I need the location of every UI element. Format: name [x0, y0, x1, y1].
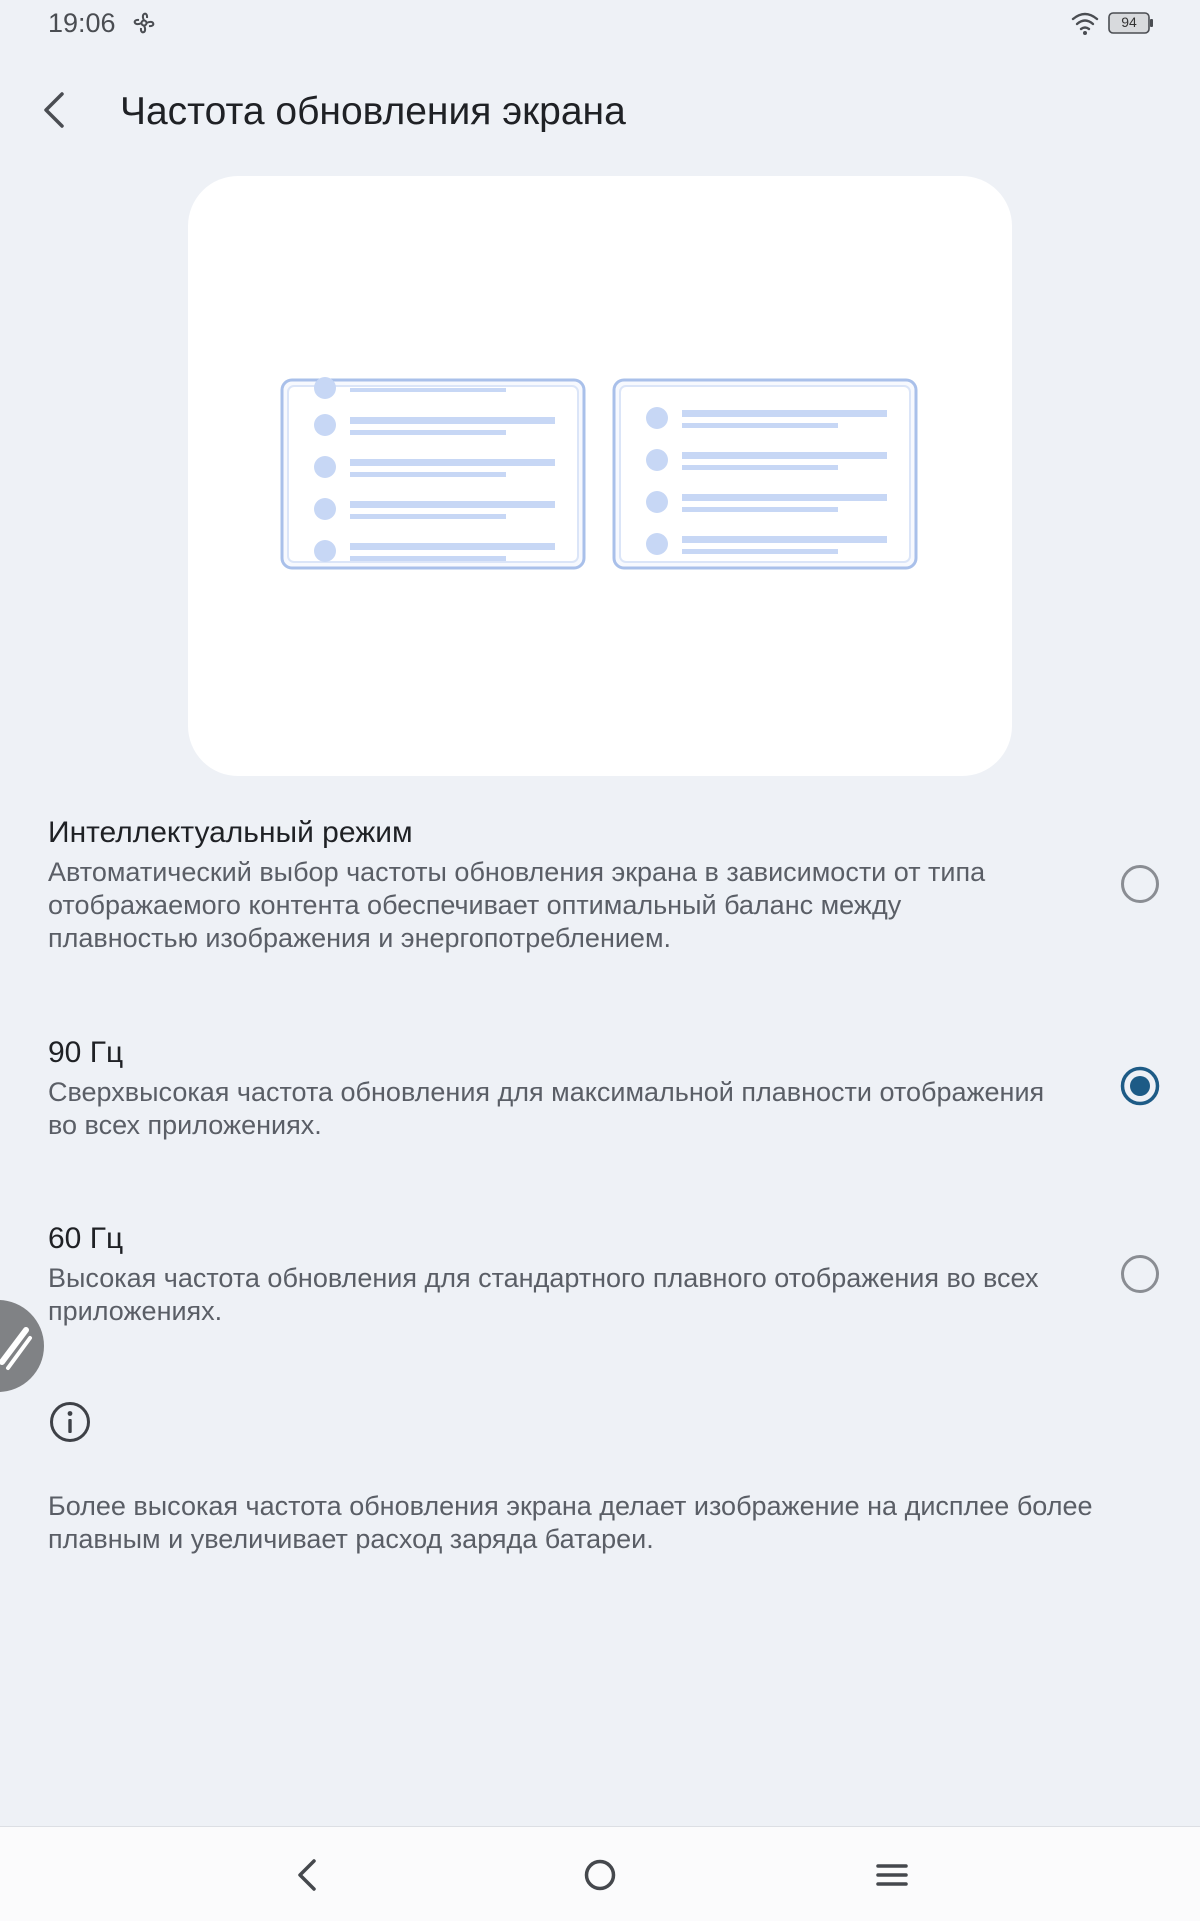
option-description: Высокая частота обновления для стандартного плавного отображения во всех приложениях. [48, 1263, 1039, 1326]
preview-screen-right [614, 380, 916, 568]
option-title: 60 Гц [48, 1222, 124, 1255]
info-icon [48, 1400, 92, 1444]
battery-level: 94 [1121, 14, 1137, 30]
info-text: Более высокая частота обновления экрана делает изображение на дисплее более плавным и увеличивает расход заряда батареи. [48, 1491, 1093, 1554]
preview-screen-left [282, 377, 584, 568]
option-title: 90 Гц [48, 1036, 124, 1069]
navigation-bar [0, 1826, 1200, 1921]
preview-illustration [188, 176, 1012, 776]
radio-button-unchecked[interactable] [1120, 864, 1160, 904]
status-time: 19:06 [48, 8, 116, 38]
home-nav-icon[interactable] [572, 1847, 628, 1903]
option-90hz[interactable] [48, 1034, 1178, 1142]
option-intelligent-mode[interactable] [48, 814, 1178, 955]
option-60hz[interactable] [48, 1220, 1178, 1328]
preview-graphic [188, 176, 1012, 776]
chevron-left-icon[interactable] [34, 88, 78, 132]
pencil-icon [0, 1318, 40, 1372]
option-description: Сверхвысокая частота обновления для максимальной плавности отображения во всех приложениях. [48, 1077, 1045, 1140]
option-description: Автоматический выбор частоты обновления экрана в зависимости от типа отображаемого контента обеспечивает оптимальный баланс между плавностью изображения и энергопотреблением. [48, 857, 986, 953]
status-bar [0, 0, 1200, 50]
page-title: Частота обновления экрана [120, 90, 626, 133]
radio-button-unchecked[interactable] [1120, 1254, 1160, 1294]
menu-nav-icon[interactable] [864, 1847, 920, 1903]
back-nav-icon[interactable] [280, 1847, 336, 1903]
option-title: Интеллектуальный режим [48, 816, 413, 849]
wifi-icon [1070, 10, 1100, 36]
fan-icon [130, 9, 158, 37]
radio-button-checked[interactable] [1120, 1066, 1160, 1106]
